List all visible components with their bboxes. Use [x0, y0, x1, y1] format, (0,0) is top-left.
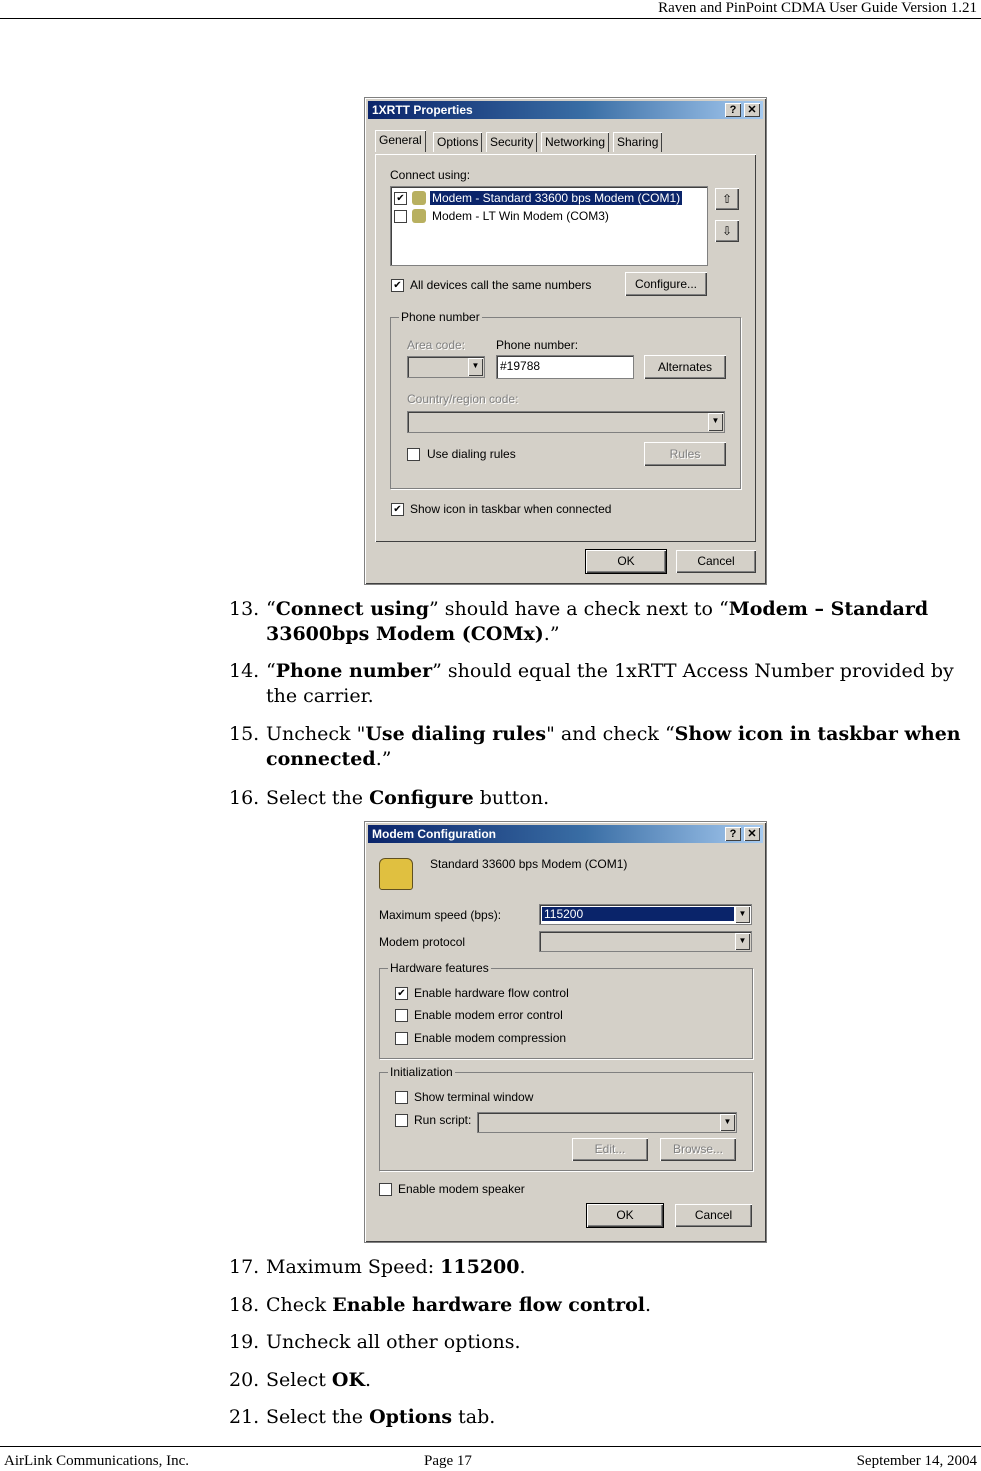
run-script-dropdown[interactable] — [477, 1112, 737, 1133]
cancel-button[interactable]: Cancel — [676, 550, 756, 573]
tab-general[interactable]: General — [375, 130, 426, 152]
compression-label: Enable modem compression — [414, 1031, 567, 1045]
chevron-down-icon: ▼ — [720, 1114, 735, 1131]
step-number: 19. — [229, 1331, 260, 1353]
step-20 — [229, 1368, 979, 1394]
step-text: Select the Options tab. — [266, 1406, 496, 1428]
step-text: Uncheck "Use dialing rules" and check “Show icon in taskbar when connected.” — [266, 723, 961, 770]
compression-checkbox[interactable] — [395, 1032, 408, 1045]
speaker-checkbox[interactable] — [379, 1183, 392, 1196]
area-code-label: Area code: — [407, 338, 466, 352]
phone-number-input[interactable] — [496, 355, 634, 379]
max-speed-label: Maximum speed (bps): — [379, 908, 502, 922]
error-control-checkbox[interactable] — [395, 1009, 408, 1022]
step-16 — [229, 786, 979, 812]
phone-number-value: #19788 — [500, 359, 541, 373]
step-13 — [229, 597, 979, 649]
phone-icon — [379, 858, 413, 890]
ok-button[interactable]: OK — [587, 1204, 663, 1227]
ok-button[interactable]: OK — [586, 550, 666, 573]
step-number: 20. — [229, 1369, 260, 1391]
step-text: “Phone number” should equal the 1xRTT Access Number provided by the carrier. — [266, 660, 954, 707]
hardware-group-title: Hardware features — [390, 961, 489, 975]
use-dialing-rules-checkbox[interactable] — [407, 448, 420, 461]
all-devices-checkbox[interactable]: ✔ — [391, 279, 404, 292]
step-text: Select OK. — [266, 1369, 372, 1391]
tab-sharing[interactable]: Sharing — [613, 132, 662, 152]
area-code-dropdown[interactable] — [407, 356, 485, 378]
device-checkbox[interactable] — [394, 210, 407, 223]
title-bar — [368, 101, 763, 119]
device-label: Modem - LT Win Modem (COM3) — [432, 209, 609, 223]
chevron-down-icon: ▼ — [468, 358, 483, 376]
step-text: Maximum Speed: 115200. — [266, 1256, 526, 1278]
step-number: 18. — [229, 1294, 260, 1316]
step-15 — [229, 722, 979, 774]
run-script-checkbox[interactable] — [395, 1114, 408, 1127]
terminal-window-label: Show terminal window — [414, 1090, 534, 1104]
move-down-button[interactable]: ⇩ — [715, 220, 739, 242]
tab-options[interactable]: Options — [433, 132, 482, 152]
footer-center: Page 17 — [424, 1453, 472, 1469]
title-bar — [368, 825, 763, 843]
max-speed-value: 115200 — [542, 907, 734, 921]
dialog-title: 1XRTT Properties — [372, 103, 473, 117]
modem-name: Standard 33600 bps Modem (COM1) — [430, 857, 628, 871]
step-text: Select the Configure button. — [266, 787, 550, 809]
terminal-window-checkbox[interactable] — [395, 1091, 408, 1104]
step-17 — [229, 1255, 979, 1281]
device-label: Modem - Standard 33600 bps Modem (COM1) — [432, 191, 681, 205]
phone-group-title: Phone number — [401, 310, 480, 324]
help-button[interactable]: ? — [725, 827, 741, 841]
page-footer — [0, 1446, 981, 1471]
help-button[interactable]: ? — [725, 103, 741, 117]
run-script-label: Run script: — [414, 1113, 472, 1127]
modem-icon — [412, 191, 426, 205]
footer-left: AirLink Communications, Inc. — [4, 1453, 189, 1469]
all-devices-label: All devices call the same numbers — [410, 278, 592, 292]
rules-button[interactable]: Rules — [644, 442, 726, 466]
step-number: 14. — [229, 660, 260, 682]
chevron-down-icon: ▼ — [708, 413, 723, 431]
use-dialing-rules-label: Use dialing rules — [427, 447, 516, 461]
chevron-down-icon: ▼ — [735, 906, 750, 923]
move-up-button[interactable]: ⇧ — [715, 188, 739, 210]
modem-protocol-dropdown[interactable] — [539, 931, 752, 952]
edit-button[interactable]: Edit... — [572, 1138, 648, 1161]
modem-config-dialog — [364, 821, 767, 1243]
modem-protocol-label: Modem protocol — [379, 935, 466, 949]
error-control-label: Enable modem error control — [414, 1008, 563, 1022]
show-icon-label: Show icon in taskbar when connected — [410, 502, 612, 516]
step-18 — [229, 1293, 979, 1319]
step-number: 13. — [229, 598, 260, 620]
step-text: Uncheck all other options. — [266, 1331, 521, 1353]
device-list[interactable] — [390, 186, 708, 266]
step-number: 16. — [229, 787, 260, 809]
step-number: 17. — [229, 1256, 260, 1278]
chevron-down-icon: ▼ — [735, 933, 750, 950]
step-number: 15. — [229, 723, 260, 745]
browse-button[interactable]: Browse... — [660, 1138, 736, 1161]
step-19 — [229, 1330, 979, 1356]
dialog-title: Modem Configuration — [372, 827, 496, 841]
country-code-dropdown[interactable] — [407, 411, 725, 433]
country-code-label: Country/region code: — [407, 392, 519, 406]
step-number: 21. — [229, 1406, 260, 1428]
page-header — [0, 0, 981, 19]
step-text: Check Enable hardware flow control. — [266, 1294, 652, 1316]
max-speed-dropdown[interactable] — [539, 904, 752, 925]
alternates-button[interactable]: Alternates — [644, 355, 726, 379]
device-item[interactable] — [394, 209, 674, 224]
close-button[interactable]: ✕ — [744, 827, 760, 841]
step-14 — [229, 659, 979, 711]
device-item[interactable] — [394, 191, 681, 206]
init-group-title: Initialization — [390, 1065, 453, 1079]
properties-dialog — [364, 97, 767, 585]
close-button[interactable]: ✕ — [744, 103, 760, 117]
tab-security[interactable]: Security — [486, 132, 537, 152]
tab-networking[interactable]: Networking — [541, 132, 609, 152]
footer-right: September 14, 2004 — [856, 1453, 977, 1469]
connect-using-label: Connect using: — [390, 168, 471, 182]
hardware-flow-checkbox[interactable]: ✔ — [395, 987, 408, 1000]
device-checkbox[interactable]: ✔ — [394, 192, 407, 205]
speaker-label: Enable modem speaker — [398, 1182, 525, 1196]
header-text: Raven and PinPoint CDMA User Guide Version 1.21 — [658, 0, 977, 16]
modem-icon — [412, 209, 426, 223]
cancel-button[interactable]: Cancel — [675, 1204, 752, 1227]
phone-number-label: Phone number: — [496, 338, 579, 352]
step-text: “Connect using” should have a check next to “Modem – Standard 33600bps Modem (COMx).” — [266, 598, 929, 645]
show-icon-checkbox[interactable]: ✔ — [391, 503, 404, 516]
step-21 — [229, 1405, 979, 1431]
hardware-flow-label: Enable hardware flow control — [414, 986, 569, 1000]
configure-button[interactable]: Configure... — [625, 272, 707, 296]
